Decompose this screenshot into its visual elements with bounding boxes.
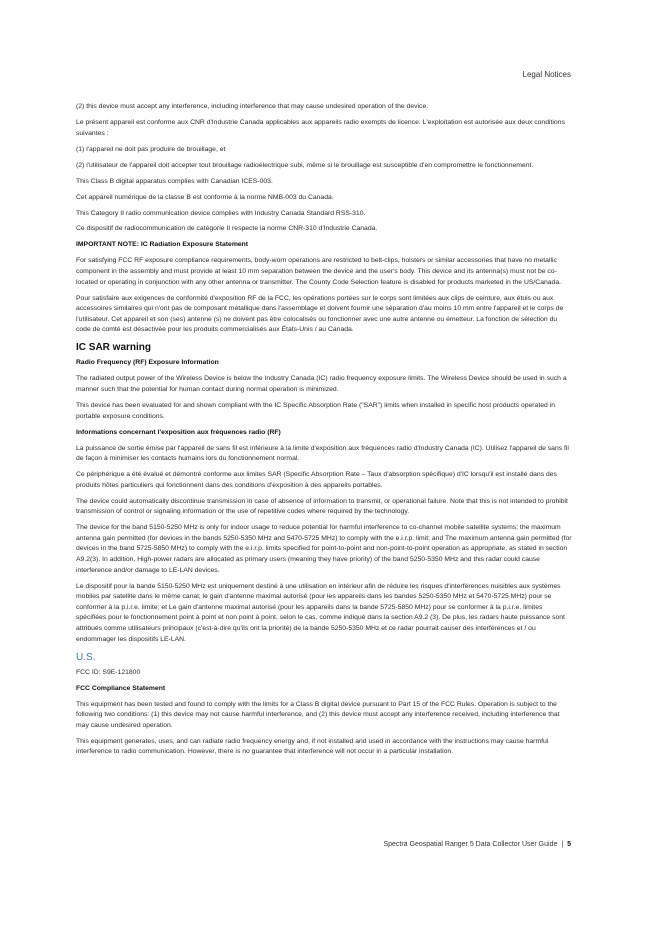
paragraph: Le présent appareil est conforme aux CNR d'Industrie Canada applicables aux appareils radio exempts de licence. L'exploitation est autorisée aux deux conditions suivantes : [76, 118, 565, 137]
page-number: 5 [567, 841, 571, 848]
paragraph: (1) l'appareil ne doit pas produire de brouillage, et [76, 145, 226, 153]
rf-exposure-heading: Radio Frequency (RF) Exposure Information [76, 359, 219, 367]
paragraph: This equipment generates, uses, and can radiate radio frequency energy and, if not installed and used in accordance with the instructions may cause harmful interference to radio communication. However, there is no guarantee that interference will not occur in a particular installation. [76, 737, 549, 756]
paragraph: (2) l'utilisateur de l'appareil doit accepter tout brouillage radioélectrique subi, même si le brouillage est susceptible d'en compromettre le fonctionnement. [76, 161, 534, 169]
paragraph: La puissance de sortie émise par l'appareil de sans fil est inférieure à la limite d'exposition aux fréquences radio d'Industry Canada (IC). Utilisez l'appareil de sans fil de façon à minimiser les contacts humains lors du fonctionnement normal. [76, 444, 569, 463]
paragraph: Ce dispositif de radiocommunication de catégorie II respecte la norme CNR-310 d'Industrie Canada. [76, 225, 378, 233]
paragraph: Cet appareil numérique de la classe B est conforme à la norme NMB-003 du Canada. [76, 193, 334, 201]
paragraph: The device could automatically discontinue transmission in case of absence of information to transmit, or operational failure. Note that this is not intended to prohibit transmission of control or signaling information or the use of repetitive codes where required by the technology. [76, 497, 568, 516]
paragraph: (2) this device must accept any interference, including interference that may cause undesired operation of the device. [76, 103, 429, 110]
paragraph: The device for the band 5150-5250 MHz is only for indoor usage to reduce potential for harmful interference to co-channel mobile satellite systems; the maximum antenna gain permitted (for devices in the bands 5250-5350 MHz and 5470-5725 MHz) to comply with the e.i.r.p. limit; and The maximum antenna gain permitted (for devices in the band 5725-5850 MHz) to comply with the e.i.r.p. limits specified for point-to-point and non-point-to-point operation as appropriate, as stated in section A9.2(3). In addition, High-power radars are allocated as primary users (meaning they have priority) of the band 5250-5350 MHz and this radar could cause interference and/or damage to LE-LAN devices. [76, 524, 572, 574]
footer-separator: | [561, 841, 564, 848]
fcc-compliance-heading: FCC Compliance Statement [76, 684, 166, 692]
paragraph: This device has been evaluated for and shown compliant with the IC Specific Absorption Rate ("SAR") limits when installed in specific host products operated in portable exposure conditions. [76, 401, 555, 420]
page-content [76, 102, 572, 763]
paragraph: Ce périphérique a été évalué et démontré conforme aux limites SAR (Specific Absorption Rate – Taux d'absorption spécifique) d'IC lorsqu'il est installé dans des produits hôtes particuliers qui fonctionnent dans des conditions d'exposition à des appareils portables. [76, 471, 557, 489]
page-footer [383, 841, 571, 848]
rf-french-heading: Informations concernant l'exposition aux fréquences radio (RF) [76, 428, 281, 436]
important-note-heading: IMPORTANT NOTE: IC Radiation Exposure Statement [76, 241, 249, 249]
section-heading-us: U.S. [76, 651, 96, 663]
paragraph: This Class B digital apparatus complies with Canadian ICES-003. [76, 177, 273, 185]
paragraph: Pour satisfaire aux exigences de conformité d'exposition RF de la FCC, les opérations portées sur le corps sont limitées aux clips de ceinture, aux étuis ou aux accessoires similaires qui n'ont pas de composant métallique dans l'assemblage et doivent fournir une séparation d'au moins 10 mm entre l'appareil et le corps de l'utilisateur. Cet appareil et son (ses) antenne (s) ne doivent pas être colocalisés ou fonctionner avec une autre antenne ou émetteur. La fonction de sélection du code de comté est désactivée pour les produits commercialisés aux États-Unis / au Canada. [76, 294, 564, 334]
paragraph: For satisfying FCC RF exposure compliance requirements, body-worn operations are restricted to belt-clips, holsters or similar accessories that have no metallic component in the assembly and must provide at least 10 mm separation between the device and the user's body. This device and its antenna(s) must not be co-located or operating in conjunction with any other antenna or transmitter. The County Code Selection feature is disabled for products marketed in the US/Canada. [76, 257, 562, 286]
fcc-id: FCC ID: S9E-121800 [76, 668, 141, 676]
running-header: Legal Notices [522, 70, 571, 79]
footer-guide-title: Spectra Geospatial Ranger 5 Data Collector User Guide [383, 841, 558, 848]
paragraph: This Category II radio communication device complies with Industry Canada Standard RSS-310. [76, 209, 366, 217]
paragraph: The radiated output power of the Wireless Device is below the Industry Canada (IC) radio frequency exposure limits. The Wireless Device should be used in such a manner such that the potential for human contact during normal operation is minimized. [76, 375, 567, 393]
section-heading-ic-sar: IC SAR warning [76, 342, 152, 354]
paragraph: This equipment has been tested and found to comply with the limits for a Class B digital device pursuant to Part 15 of the FCC Rules. Operation is subject to the following two conditions: (1) this device may not cause harmful interference, and (2) this device must accept any interference received, including interference that may cause undesired operation. [76, 700, 560, 729]
paragraph: Le dispositif pour la bande 5150-5250 MHz est uniquement destiné à une utilisation en intérieur afin de réduire les risques d'interférences nuisibles aux systèmes mobiles par satellite dans le même canal; le gain d'antenne maximal autorisé (pour les appareils dans les bandes 5250-5350 MHz et 5470-5725 MHz) pour se conformer à la p.i.r.e. limite; et Le gain d'antenne maximal autorisé (pour les appareils dans la bande 5725-5850 MHz) pour se conformer à la p.i.r.e. limites spécifiées pour le fonctionnement point à point et non point à point, selon le cas, comme indiqué dans la section A9.2 (3). De plus, les radars haute puissance sont attribués comme utilisateurs principaux (c'est-à-dire qu'ils ont la priorité) de la bande 5250-5350 MHz et ce radar pourrait causer des interférences et / ou endommager les dispositifs LE-LAN. [76, 582, 565, 643]
